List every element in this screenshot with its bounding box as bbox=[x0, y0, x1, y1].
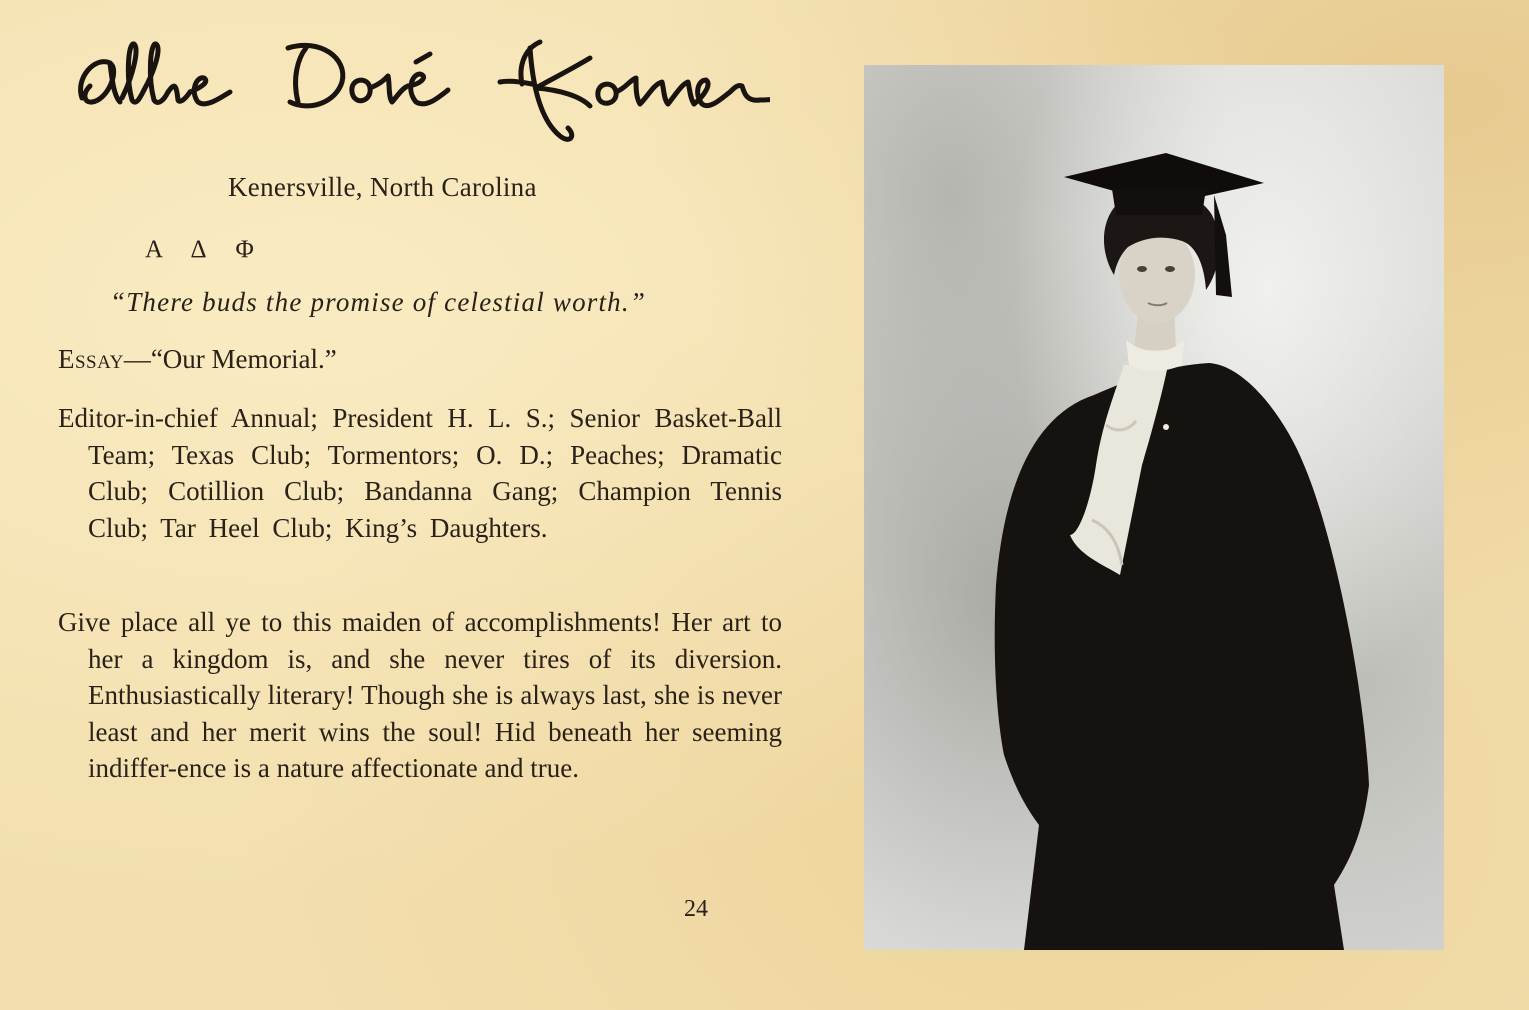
essay-line bbox=[58, 344, 337, 375]
page-number: 24 bbox=[684, 896, 708, 922]
handwritten-signature bbox=[70, 18, 770, 153]
motto-quote: “There buds the promise of celestial worth.” bbox=[110, 287, 647, 317]
essay-label: Essay bbox=[58, 344, 124, 374]
signature-drawing bbox=[70, 18, 770, 153]
portrait-photo bbox=[864, 65, 1444, 950]
gown-shape bbox=[995, 363, 1369, 950]
activities-paragraph: Editor-in-chief Annual; President H. L. S.; Senior Basket-Ball Team; Texas Club; Tormentors; O. D.; Peaches; Dramatic Club; Cotillion Club; Bandanna Gang; Champion Tennis Club; Tar Heel Club; King’s Daughters. bbox=[58, 403, 782, 543]
essay-title: —“Our Memorial.” bbox=[123, 344, 337, 374]
description-paragraph: Give place all ye to this maiden of accomplishments! Her art to her a kingdom is, and she never tires of its diversion. Enthusiastically literary! Though she is always last, she is never least and her merit wins the soul! Hid beneath her seeming indiffer-ence is a nature affectionate and true. bbox=[58, 607, 782, 783]
greek-letters: Α Δ Φ bbox=[145, 236, 266, 263]
portrait-figure bbox=[864, 65, 1444, 950]
hometown: Kenersville, North Carolina bbox=[228, 172, 537, 202]
tassel bbox=[1214, 195, 1232, 297]
